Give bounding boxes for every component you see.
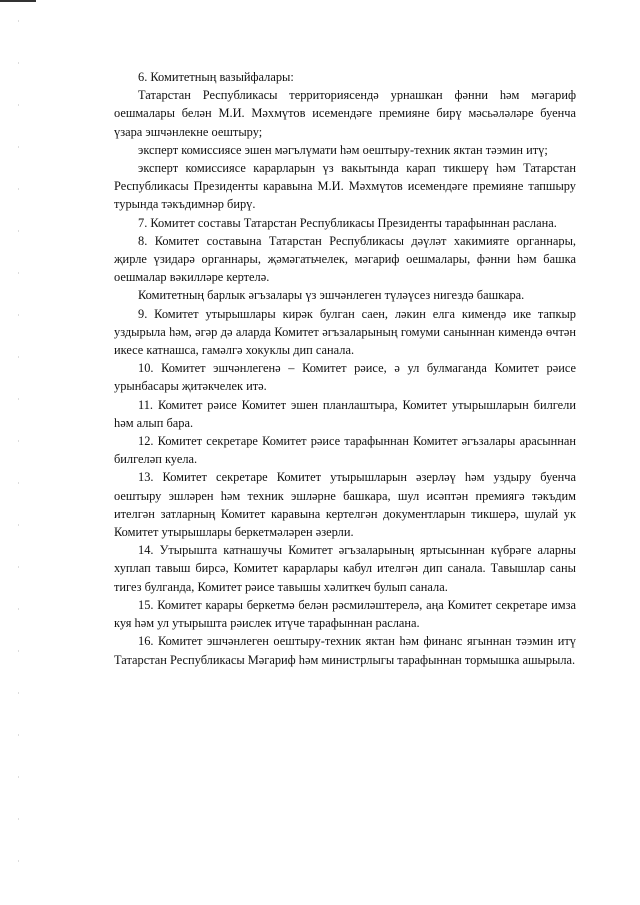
paragraph-duty-2: эксперт комиссиясе эшен мәгълүмати һәм оештыру-техник яктан тәэмин итү; bbox=[138, 142, 548, 157]
scan-edge-mark bbox=[0, 0, 36, 2]
scan-margin-specks bbox=[18, 20, 19, 870]
paragraph-7: 7. Комитет составы Татарстан Республикасы Президенты тарафыннан раслана. bbox=[138, 215, 557, 230]
section-heading: 6. Комитетның вазыйфалары: bbox=[138, 70, 294, 84]
paragraph-duty-3: эксперт комиссиясе карарларын үз вакытында карап тикшерү һәм Татарстан Республикасы Президенты каравына М.И. Мәхмүтов исемендәге премияне тапшыру турында тәкъдимнәр бирү. bbox=[114, 161, 576, 212]
paragraph-11: 11. Комитет рәисе Комитет эшен планлаштыра, Комитет утырышларын билгели һәм алып бара. bbox=[114, 397, 576, 430]
paragraph-12: 12. Комитет секретаре Комитет рәисе тарафыннан Комитет әгъзалары арасыннан билгеләп куела. bbox=[114, 434, 576, 467]
paragraph-10: 10. Комитет эшчәнлегенә – Комитет рәисе, ә ул булмаганда Комитет рәисе урынбасары җитәкчелек итә. bbox=[114, 361, 576, 394]
paragraph-duty-1: Татарстан Республикасы территориясендә урнашкан фәнни һәм мәгариф оешмалары белән М.И. Мәхмүтов исемендәге премияне бирү мәсьәләләре буенча үзара эшчәнлекне оештыру; bbox=[114, 88, 576, 139]
paragraph-13: 13. Комитет секретаре Комитет утырышларын әзерләү һәм уздыру буенча оештыру эшләрен һәм техник эшләрне башкара, шул исәптән премиягә тәкъдим ителгән затларның Комитет каравына кертелгән документларын тикшерә, шулай ук Комитет утырышлары беркетмәләрен әзерли. bbox=[114, 470, 576, 540]
document-body bbox=[114, 68, 576, 669]
paragraph-8-members: Комитетның барлык әгъзалары үз эшчәнлеген түләүсез нигездә башкара. bbox=[138, 288, 525, 303]
paragraph-8: 8. Комитет составына Татарстан Республикасы дәүләт хакимияте органнары, җирле үзидарә органнары, җәмәгатьчелек, мәгариф оешмалары, фәнни һәм башка оешмалар вәкилләре кертелә. bbox=[114, 233, 576, 285]
paragraph-9: 9. Комитет утырышлары кирәк булган саен, ләкин елга кимендә ике тапкыр уздырыла һәм, әгәр дә аларда Комитет әгъзаларының гомуми саныннан кимендә өчтән икесе катнашса, гамәлгә хокуклы дип санала. bbox=[114, 306, 576, 358]
paragraph-16: 16. Комитет эшчәнлеген оештыру-техник яктан һәм финанс ягыннан тәэмин итү Татарстан Республикасы Мәгариф һәм министрлыгы тарафыннан тормышка ашырыла. bbox=[114, 634, 576, 667]
paragraph-15: 15. Комитет карары беркетмә белән рәсмиләштерелә, аңа Комитет секретаре имза куя һәм ул утырышта рәислек итүче тарафыннан раслана. bbox=[114, 597, 576, 631]
paragraph-14: 14. Утырышта катнашучы Комитет әгъзаларының яртысыннан күбрәге аларны хуплап тавыш бирсә, Комитет карарлары кабул ителгән дип санала. Тавышлар саны тигез булганда, Комитет рәисе тавышы хәлиткеч булып санала. bbox=[114, 543, 576, 594]
